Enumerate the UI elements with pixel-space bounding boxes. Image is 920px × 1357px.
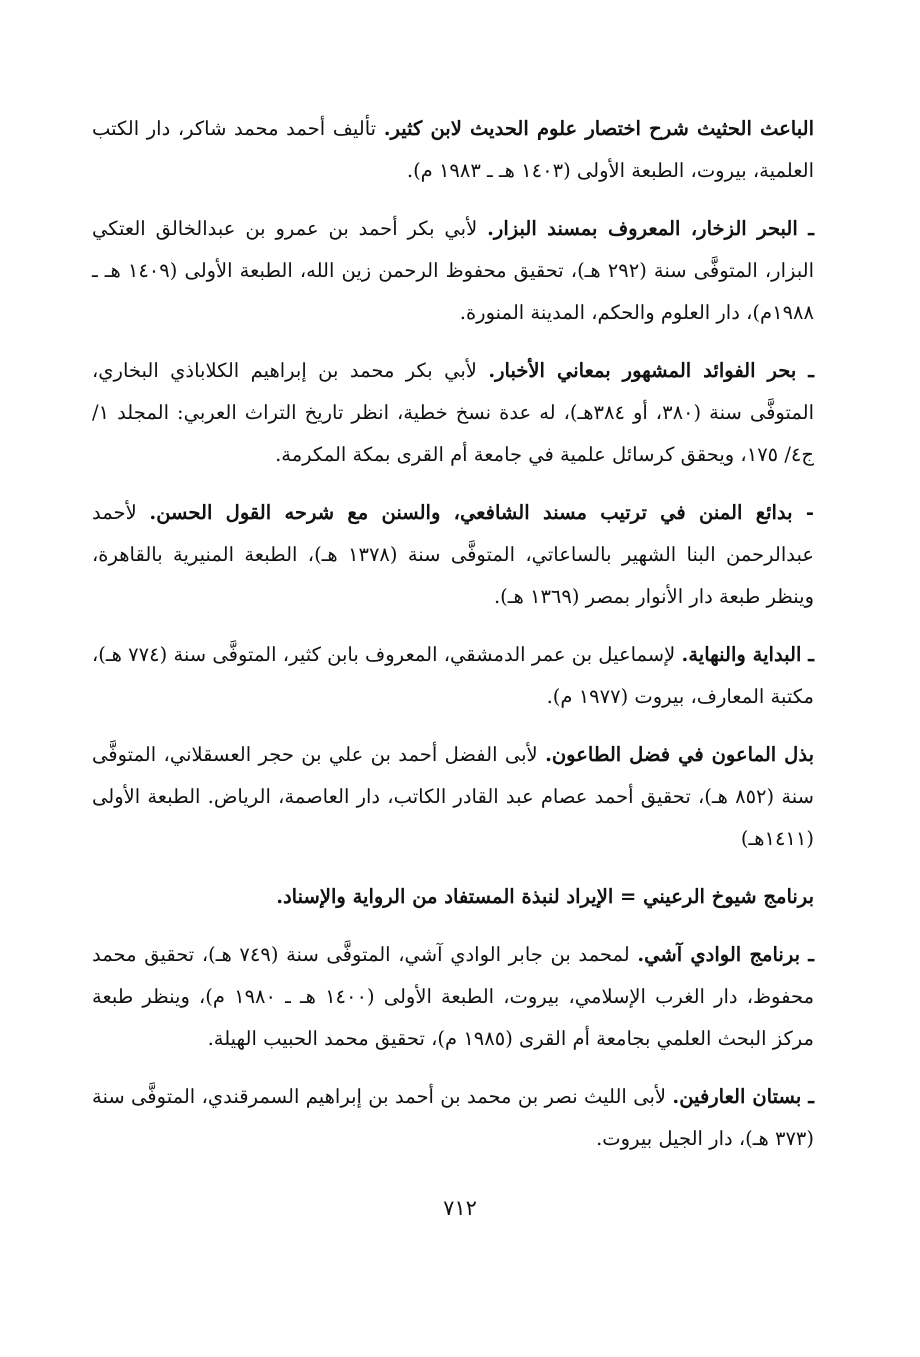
entry-details: لإسماعيل بن عمر الدمشقي، المعروف بابن كثير، المتوفَّى سنة (٧٧٤ هـ)، مكتبة المعارف، بيروت (١٩٧٧ م). [92,643,814,708]
entry-details: لأحمد عبدالرحمن البنا الشهير بالساعاتي، المتوفَّى سنة (١٣٧٨ هـ)، الطبعة المنيرية بالقاهرة، وينظر طبعة دار الأنوار بمصر (١٣٦٩ هـ). [92,501,814,608]
entry-title: ـ بحر الفوائد المشهور بمعاني الأخبار. [488,359,814,382]
entry-details: لأبي بكر أحمد بن عمرو بن عبدالخالق العتكي البزار، المتوفَّى سنة (٢٩٢ هـ)، تحقيق محفوظ الرحمن زين الله، الطبعة الأولى (١٤٠٩ هـ ـ ١٩٨٨م)، دار العلوم والحكم، المدينة المنورة. [92,217,814,324]
bibliography-entry [92,108,814,192]
entry-details: لمحمد بن جابر الوادي آشي، المتوفَّى سنة (٧٤٩ هـ)، تحقيق محمد محفوظ، دار الغرب الإسلامي، بيروت، الطبعة الأولى (١٤٠٠ هـ ـ ١٩٨٠ م)، وينظر طبعة مركز البحث العلمي بجامعة أم القرى (١٩٨٥ م)، تحقيق محمد الحبيب الهيلة. [92,943,815,1050]
entry-details: تأليف أحمد محمد شاكر، دار الكتب العلمية، بيروت، الطبعة الأولى (١٤٠٣ هـ ـ ١٩٨٣ م). [92,117,814,182]
page-number: ٧١٢ [443,1196,477,1220]
entry-title: ـ بستان العارفين. [672,1085,815,1108]
bibliography-entry [92,634,814,718]
entry-title: برنامج شيوخ الرعيني = الإيراد لنبذة المستفاد من الرواية والإسناد. [276,885,814,908]
entry-title: ـ البحر الزخار، المعروف بمسند البزار. [487,217,814,240]
entry-title: بذل الماعون في فضل الطاعون. [545,743,814,766]
entry-details: لأبى الليث نصر بن محمد بن أحمد بن إبراهيم السمرقندي، المتوفَّى سنة (٣٧٣ هـ)، دار الجيل بيروت. [92,1085,814,1150]
bibliography-entry [92,1076,814,1160]
bibliography-list [92,108,814,1176]
bibliography-entry [92,350,814,476]
bibliography-entry [92,492,814,618]
entry-title: ـ برنامج الوادي آشي. [637,943,814,966]
entry-title: ـ البداية والنهاية. [681,643,814,666]
entry-title: الباعث الحثيث شرح اختصار علوم الحديث لابن كثير. [383,117,814,140]
entry-details: لأبي بكر محمد بن إبراهيم الكلاباذي البخاري، المتوفَّى سنة (٣٨٠، أو ٣٨٤هـ)، له عدة نسخ خطية، انظر تاريخ التراث العربي: المجلد ١/ ج٤/ ١٧٥، ويحقق كرسائل علمية في جامعة أم القرى بمكة المكرمة. [92,359,814,466]
bibliography-entry [92,734,814,860]
entry-details: لأبى الفضل أحمد بن علي بن حجر العسقلاني، المتوفَّى سنة (٨٥٢ هـ)، تحقيق أحمد عصام عبد القادر الكاتب، دار العاصمة، الرياض. الطبعة الأولى (١٤١١هـ) [92,743,814,850]
cross-reference-entry [92,876,814,918]
bibliography-entry [92,208,814,334]
bibliography-entry [92,934,814,1060]
entry-title: - بدائع المنن في ترتيب مسند الشافعي، والسنن مع شرحه القول الحسن. [149,501,814,524]
